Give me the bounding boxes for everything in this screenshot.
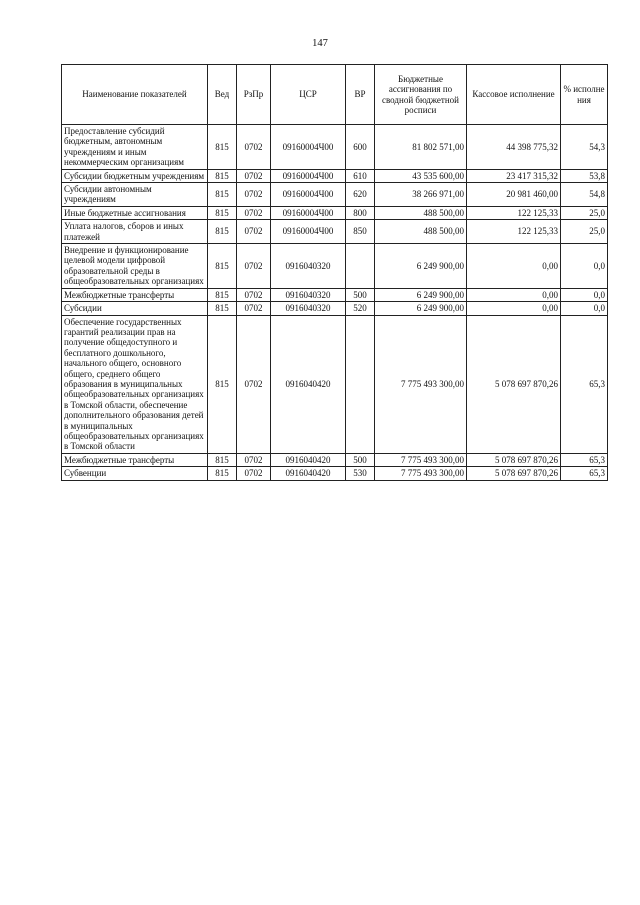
cell-ved: 815 [208, 467, 237, 480]
cell-vr: 530 [346, 467, 375, 480]
page-number: 147 [312, 38, 328, 49]
cell-csr: 09160004Ч00 [271, 220, 346, 244]
cell-name: Субсидии [62, 302, 208, 315]
header-csr: ЦСР [271, 65, 346, 125]
cell-rzpr: 0702 [237, 315, 271, 453]
cell-csr: 09160004Ч00 [271, 125, 346, 170]
table-row [62, 302, 608, 315]
cell-percent: 0,0 [561, 244, 608, 289]
cell-name: Обеспечение государственных гарантий реализации прав на получение общедоступного и бесплатного дошкольного, начального общего, основного общего, среднего общего образования в муниципальных общеобразовательных организациях в Томской области, обеспечение дополнительного образования детей в муниципальных общеобразовательных организациях в Томской области [62, 315, 208, 453]
cell-name: Межбюджетные трансферты [62, 453, 208, 466]
cell-budget: 7 775 493 300,00 [375, 453, 467, 466]
table-header-row [62, 65, 608, 125]
cell-name: Субсидии автономным учреждениям [62, 183, 208, 207]
cell-csr: 0916040420 [271, 315, 346, 453]
cell-percent: 0,0 [561, 302, 608, 315]
cell-cash: 0,00 [467, 244, 561, 289]
cell-rzpr: 0702 [237, 169, 271, 182]
cell-cash: 0,00 [467, 302, 561, 315]
table-row [62, 169, 608, 182]
cell-csr: 0916040320 [271, 288, 346, 301]
cell-vr [346, 315, 375, 453]
cell-name: Предоставление субсидий бюджетным, автономным учреждениям и иным некоммерческим организациям [62, 125, 208, 170]
table-row [62, 220, 608, 244]
cell-ved: 815 [208, 125, 237, 170]
cell-budget: 81 802 571,00 [375, 125, 467, 170]
cell-name: Субсидии бюджетным учреждениям [62, 169, 208, 182]
cell-cash: 122 125,33 [467, 220, 561, 244]
cell-ved: 815 [208, 302, 237, 315]
cell-budget: 7 775 493 300,00 [375, 467, 467, 480]
cell-ved: 815 [208, 244, 237, 289]
cell-rzpr: 0702 [237, 302, 271, 315]
cell-percent: 25,0 [561, 220, 608, 244]
cell-ved: 815 [208, 220, 237, 244]
cell-ved: 815 [208, 206, 237, 219]
cell-name: Субвенции [62, 467, 208, 480]
header-cash: Кассовое исполнение [467, 65, 561, 125]
cell-name: Внедрение и функционирование целевой модели цифровой образовательной среды в общеобразовательных организациях [62, 244, 208, 289]
cell-rzpr: 0702 [237, 244, 271, 289]
cell-cash: 44 398 775,32 [467, 125, 561, 170]
cell-percent: 53,8 [561, 169, 608, 182]
cell-percent: 54,8 [561, 183, 608, 207]
cell-percent: 25,0 [561, 206, 608, 219]
table-row [62, 467, 608, 480]
cell-csr: 0916040420 [271, 453, 346, 466]
table-row [62, 125, 608, 170]
table-row [62, 206, 608, 219]
header-vr: ВР [346, 65, 375, 125]
cell-csr: 0916040320 [271, 302, 346, 315]
cell-cash: 23 417 315,32 [467, 169, 561, 182]
cell-percent: 65,3 [561, 453, 608, 466]
cell-vr: 800 [346, 206, 375, 219]
cell-ved: 815 [208, 315, 237, 453]
cell-vr: 610 [346, 169, 375, 182]
cell-vr [346, 244, 375, 289]
cell-percent: 0,0 [561, 288, 608, 301]
cell-percent: 65,3 [561, 467, 608, 480]
cell-cash: 20 981 460,00 [467, 183, 561, 207]
cell-rzpr: 0702 [237, 453, 271, 466]
cell-vr: 620 [346, 183, 375, 207]
cell-cash: 5 078 697 870,26 [467, 453, 561, 466]
header-budget: Бюджетные ассигнования по сводной бюджетной росписи [375, 65, 467, 125]
cell-cash: 5 078 697 870,26 [467, 315, 561, 453]
cell-budget: 488 500,00 [375, 220, 467, 244]
cell-percent: 54,3 [561, 125, 608, 170]
cell-budget: 6 249 900,00 [375, 302, 467, 315]
cell-percent: 65,3 [561, 315, 608, 453]
header-name: Наименование показателей [62, 65, 208, 125]
cell-csr: 0916040420 [271, 467, 346, 480]
cell-name: Уплата налогов, сборов и иных платежей [62, 220, 208, 244]
header-ved: Вед [208, 65, 237, 125]
table-row [62, 315, 608, 453]
cell-vr: 600 [346, 125, 375, 170]
budget-execution-table [61, 64, 608, 481]
table-row [62, 183, 608, 207]
header-percent: % исполне ния [561, 65, 608, 125]
cell-cash: 0,00 [467, 288, 561, 301]
cell-ved: 815 [208, 453, 237, 466]
cell-rzpr: 0702 [237, 206, 271, 219]
cell-csr: 0916040320 [271, 244, 346, 289]
cell-cash: 5 078 697 870,26 [467, 467, 561, 480]
cell-budget: 43 535 600,00 [375, 169, 467, 182]
header-rzpr: РзПр [237, 65, 271, 125]
cell-ved: 815 [208, 288, 237, 301]
cell-csr: 09160004Ч00 [271, 183, 346, 207]
cell-rzpr: 0702 [237, 467, 271, 480]
table-row [62, 288, 608, 301]
cell-vr: 850 [346, 220, 375, 244]
cell-budget: 38 266 971,00 [375, 183, 467, 207]
cell-ved: 815 [208, 183, 237, 207]
cell-csr: 09160004Ч00 [271, 169, 346, 182]
table-row [62, 453, 608, 466]
cell-rzpr: 0702 [237, 125, 271, 170]
cell-cash: 122 125,33 [467, 206, 561, 219]
cell-rzpr: 0702 [237, 220, 271, 244]
cell-rzpr: 0702 [237, 183, 271, 207]
cell-ved: 815 [208, 169, 237, 182]
cell-budget: 488 500,00 [375, 206, 467, 219]
cell-vr: 500 [346, 453, 375, 466]
cell-budget: 6 249 900,00 [375, 244, 467, 289]
cell-budget: 7 775 493 300,00 [375, 315, 467, 453]
cell-csr: 09160004Ч00 [271, 206, 346, 219]
cell-budget: 6 249 900,00 [375, 288, 467, 301]
cell-name: Иные бюджетные ассигнования [62, 206, 208, 219]
cell-vr: 520 [346, 302, 375, 315]
table-row [62, 244, 608, 289]
cell-rzpr: 0702 [237, 288, 271, 301]
cell-name: Межбюджетные трансферты [62, 288, 208, 301]
cell-vr: 500 [346, 288, 375, 301]
